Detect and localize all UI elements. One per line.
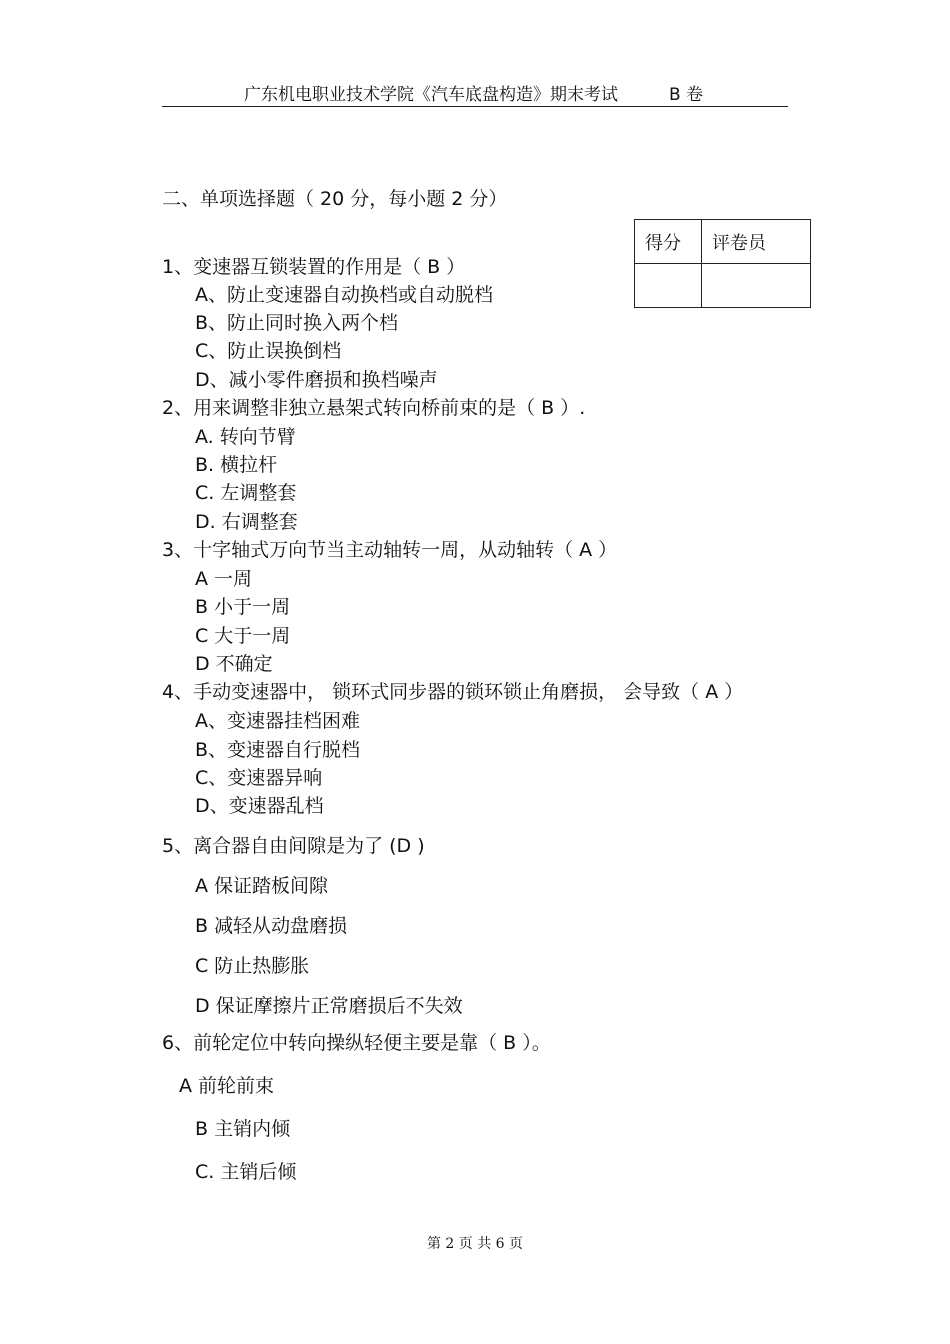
question-5-stem: 5、离合器自由间隙是为了 (D ) [162, 835, 425, 857]
section-title: 二、单项选择题（ 20 分，每小题 2 分） [162, 188, 508, 210]
question-4-option-d: D、变速器乱档 [195, 795, 324, 817]
question-6-option-b: B 主销内倾 [195, 1118, 291, 1140]
page-footer: 第 2 页 共 6 页 [426, 1236, 524, 1252]
question-2-option-d: D. 右调整套 [195, 511, 298, 533]
exam-paper-version: B 卷 [669, 85, 704, 105]
question-1-stem: 1、变速器互锁装置的作用是（ B ） [162, 256, 466, 278]
question-3-option-d: D 不确定 [195, 653, 273, 675]
grader-label-cell: 评卷员 [702, 220, 811, 264]
question-1-option-a: A、防止变速器自动换档或自动脱档 [195, 284, 493, 306]
question-2-option-a: A. 转向节臂 [195, 426, 296, 448]
header-divider [162, 106, 788, 107]
question-4-stem: 4、手动变速器中， 锁环式同步器的锁环锁止角磨损， 会导致（ A ） [162, 681, 744, 703]
question-3-option-c: C 大于一周 [195, 625, 291, 647]
question-3-stem: 3、十字轴式万向节当主动轴转一周，从动轴转（ A ） [162, 539, 618, 561]
question-6-stem: 6、前轮定位中转向操纵轻便主要是靠（ B ）。 [162, 1032, 551, 1054]
question-1-option-b: B、防止同时换入两个档 [195, 312, 399, 334]
question-2-option-b: B. 横拉杆 [195, 454, 278, 476]
score-value-cell [635, 264, 702, 308]
question-6-option-a: A 前轮前束 [179, 1075, 275, 1097]
question-5-option-b: B 减轻从动盘磨损 [195, 915, 348, 937]
question-2-option-c: C. 左调整套 [195, 482, 297, 504]
question-5-option-a: A 保证踏板间隙 [195, 875, 329, 897]
question-4-option-b: B、变速器自行脱档 [195, 739, 361, 761]
question-4-option-a: A、变速器挂档困难 [195, 710, 360, 732]
exam-header-title: 广东机电职业技术学院《汽车底盘构造》期末考试 [244, 85, 618, 105]
question-3-option-b: B 小于一周 [195, 596, 291, 618]
question-1-option-d: D、减小零件磨损和换档噪声 [195, 369, 438, 391]
question-1-option-c: C、防止误换倒档 [195, 340, 342, 362]
question-6-option-c: C. 主销后倾 [195, 1161, 297, 1183]
question-5-option-d: D 保证摩擦片正常磨损后不失效 [195, 995, 463, 1017]
grader-value-cell [702, 264, 811, 308]
question-3-option-a: A 一周 [195, 568, 253, 590]
question-4-option-c: C、变速器异响 [195, 767, 323, 789]
question-2-stem: 2、用来调整非独立悬架式转向桥前束的是（ B ）. [162, 397, 586, 419]
question-5-option-c: C 防止热膨胀 [195, 955, 310, 977]
score-label-cell: 得分 [635, 220, 702, 264]
score-table [634, 219, 811, 308]
